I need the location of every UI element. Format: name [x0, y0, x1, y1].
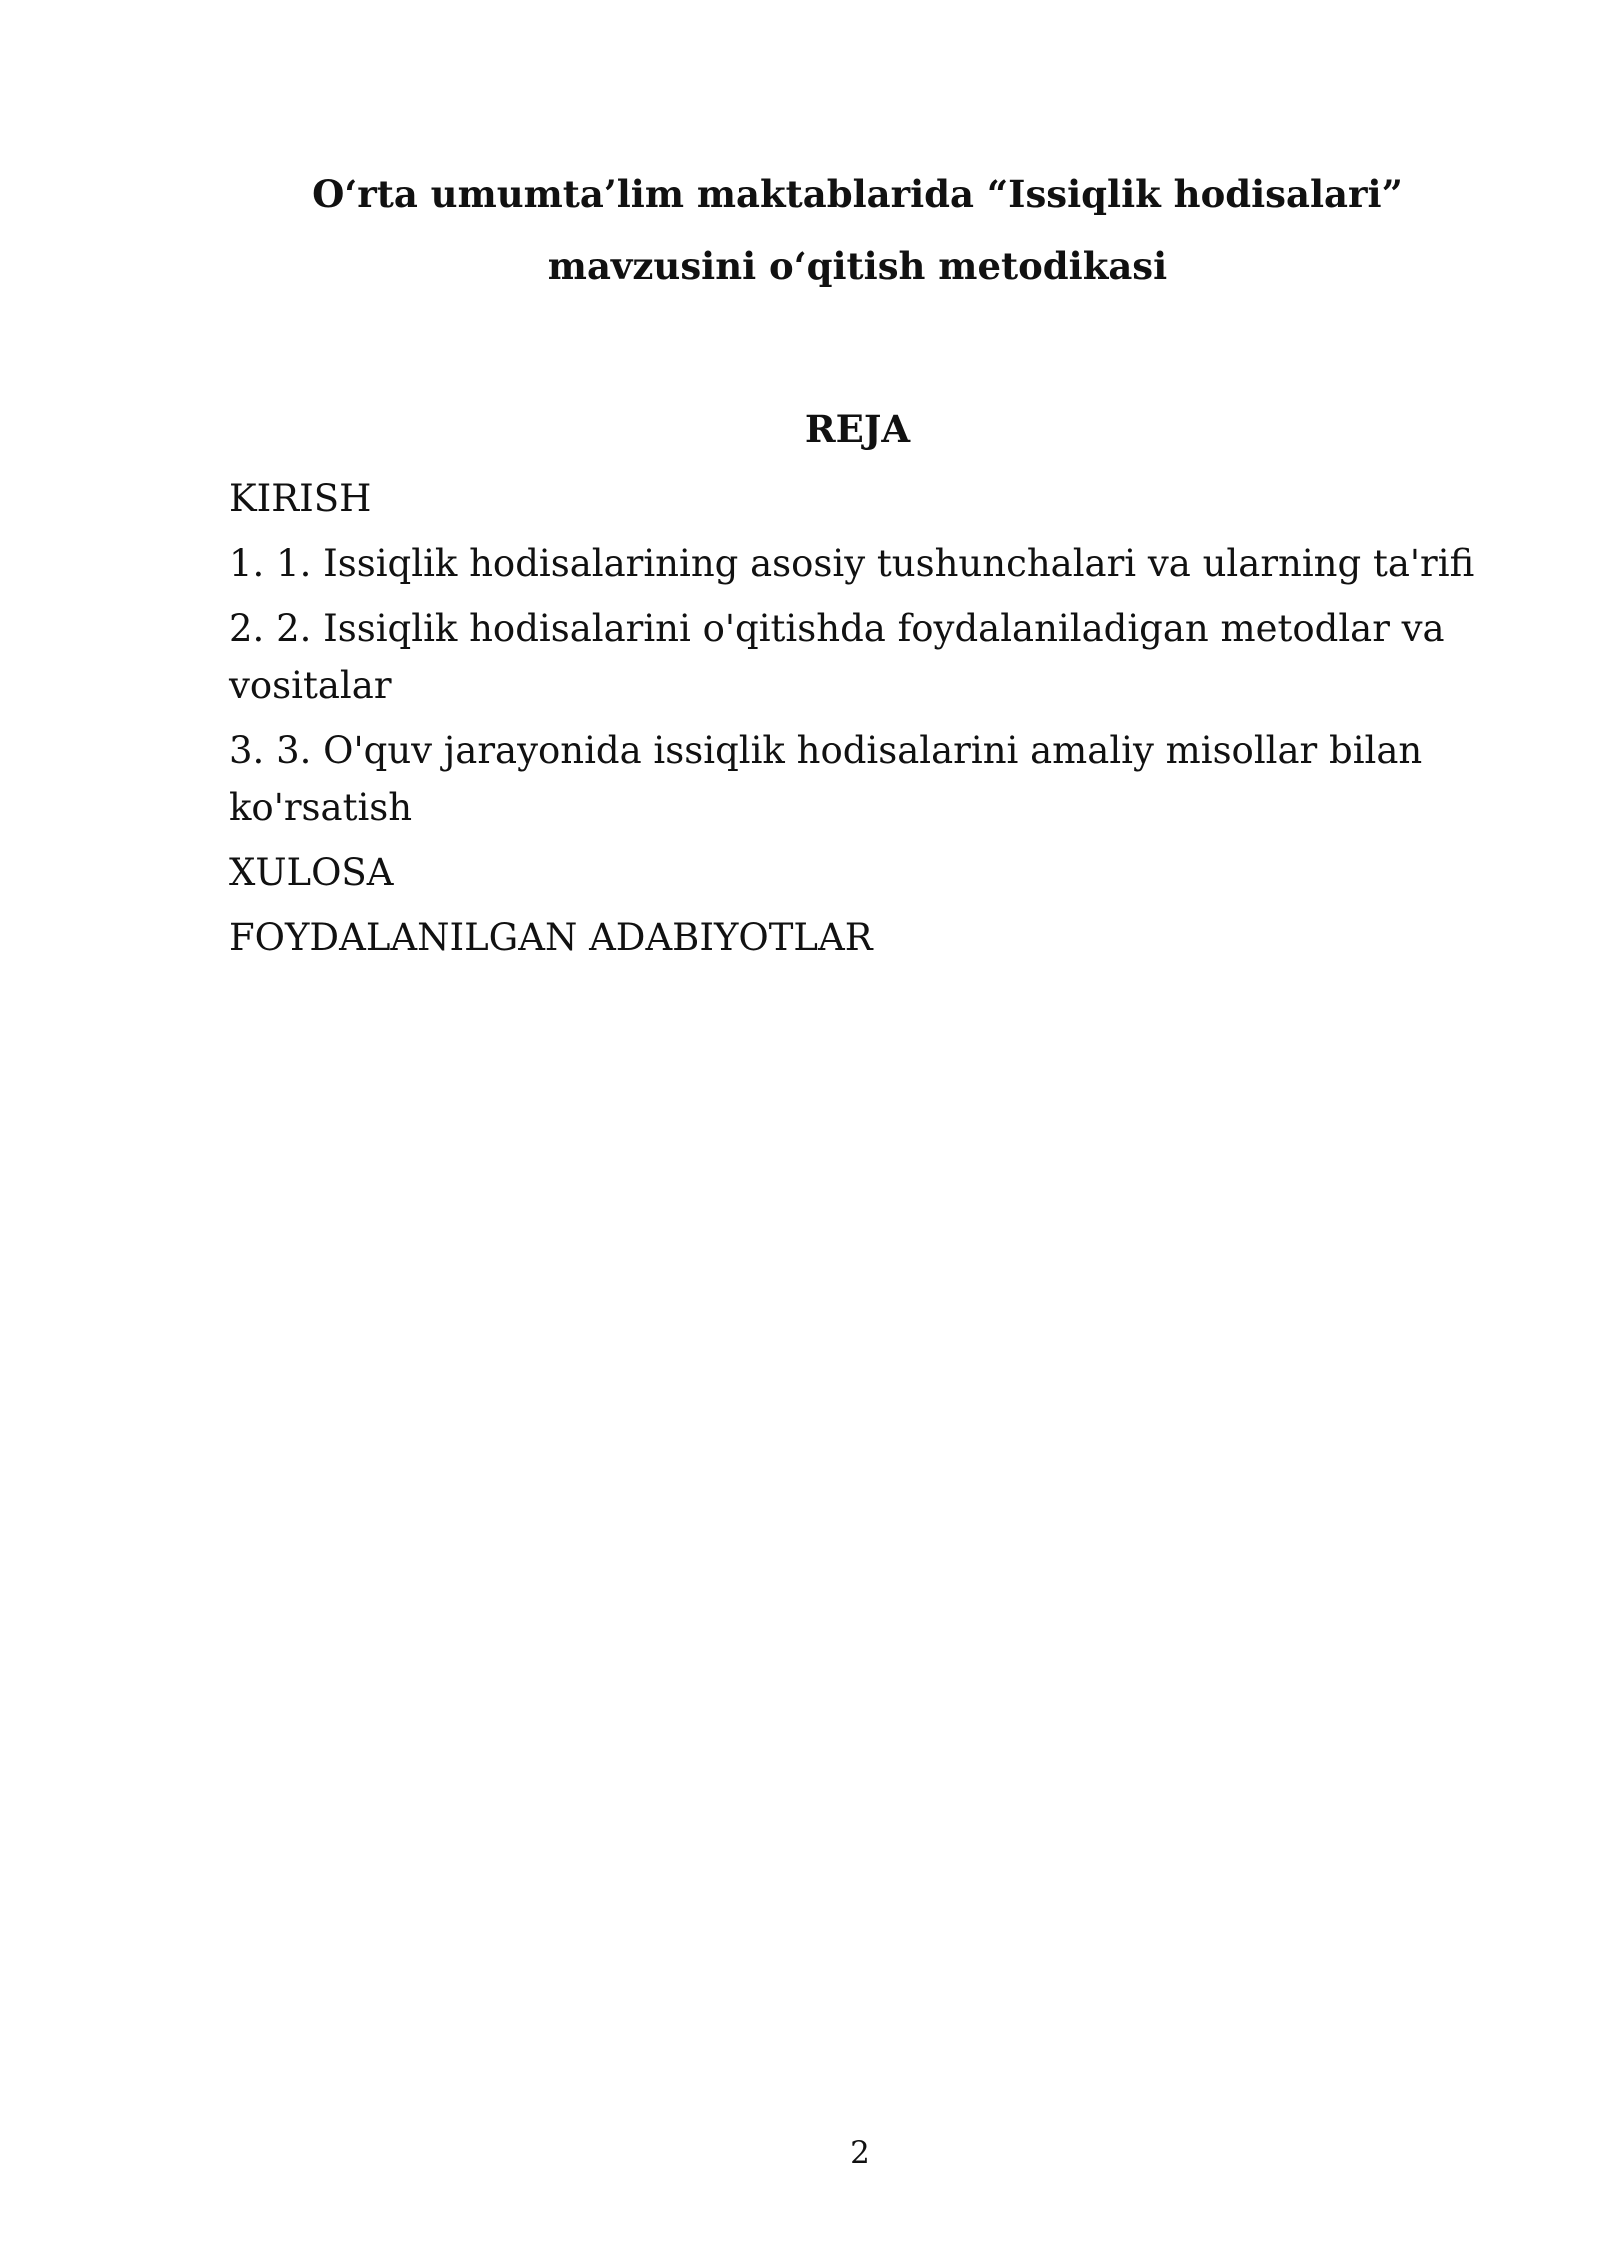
toc-item-2: 2. 2. Issiqlik hodisalarini o'qitishda foydalaniladigan metodlar va vositalar	[229, 607, 1445, 707]
toc-item-references: FOYDALANILGAN ADABIYOTLAR	[229, 916, 873, 959]
document-title	[230, 158, 1485, 302]
page-number: 2	[850, 2135, 870, 2171]
toc-item-1: 1. 1. Issiqlik hodisalarining asosiy tushunchalari va ularning ta'rifi	[229, 542, 1475, 585]
table-of-contents	[229, 470, 1494, 974]
toc-item-introduction: KIRISH	[229, 477, 372, 520]
toc-item-conclusion: XULOSA	[229, 851, 394, 894]
title-line-1: O‘rta umumta’lim maktablarida “Issiqlik hodisalari”	[312, 172, 1403, 216]
toc-item-3: 3. 3. O'quv jarayonida issiqlik hodisalarini amaliy misollar bilan ko'rsatish	[229, 729, 1423, 829]
title-line-2: mavzusini o‘qitish metodikasi	[547, 244, 1168, 288]
plan-heading: REJA	[804, 407, 911, 451]
